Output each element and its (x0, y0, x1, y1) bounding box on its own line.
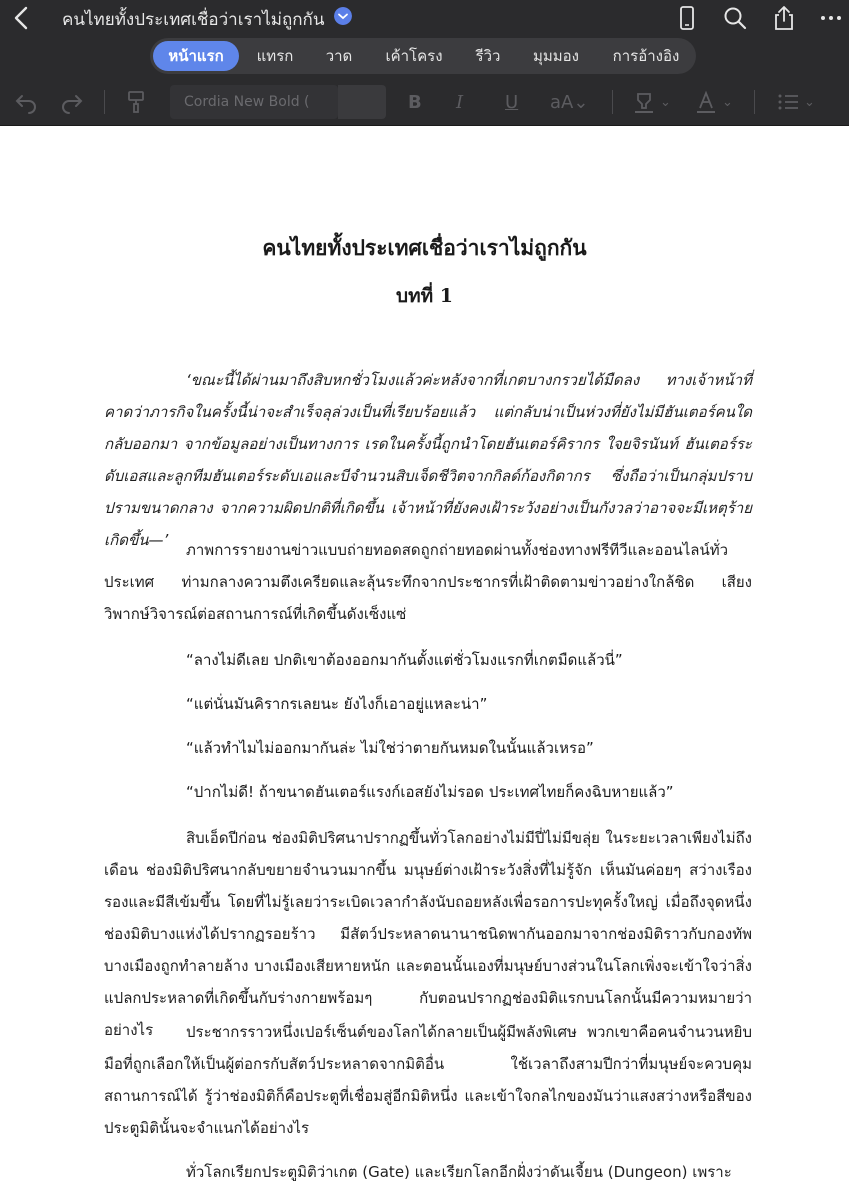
toolbar-divider (754, 90, 755, 114)
tab-view[interactable]: มุมมอง (533, 47, 579, 65)
search-icon[interactable] (722, 5, 748, 31)
quote-line: “ลางไม่ดีเลย ปกติเขาต้องออกมากันตั้งแต่ชั่วโมงแรกที่เกตมืดแล้วนี่” (186, 651, 623, 669)
list-chevron-icon[interactable]: ⌄ (804, 95, 815, 110)
tab-home[interactable]: หน้าแรก (153, 41, 239, 71)
tab-review[interactable]: รีวิว (475, 47, 501, 65)
font-name-field[interactable]: Cordia New Bold ( (170, 85, 338, 119)
title-dropdown-chevron-icon[interactable] (334, 7, 352, 25)
undo-icon[interactable] (14, 90, 38, 114)
quote-line: “แต่นั่นมันคิรากรเลยนะ ยังไงก็เอาอยู่แหละน่า” (186, 695, 488, 713)
ribbon-tabs (150, 38, 696, 74)
share-icon[interactable] (771, 5, 797, 31)
app-header (0, 0, 849, 126)
news-report-paragraph: ‘ขณะนี้ได้ผ่านมาถึงสิบหกชั่วโมงแล้วค่ะหลังจากที่เกตบางกรวยได้มืดลง ทางเจ้าหน้าที่คาดว่าภารกิจในครั้งนี้น่าจะสำเร็จลุล่วงเป็นที่เรียบร้อยแล้ว แต่กลับน่าเป็นห่วงที่ยังไม่มีฮันเตอร์คนใดกลับออกมา จากข้อมูลอย่างเป็นทางการ เรดในครั้งนี้ถูกนำโดยฮันเตอร์คิรากร ใจยจิรนันท์ ฮันเตอร์ระดับเอสและลูกทีมฮันเตอร์ระดับเอและบีจำนวนสิบเจ็ดชีวิตจากกิลด์ก้องกิดากร ซึ่งถือว่าเป็นกลุ่มปราบปรามขนาดกลาง จากความผิดปกติที่เกิดขึ้น เจ้าหน้าที่ยังคงเฝ้าระวังอย่างเป็นกังวลว่าอาจจะมีเหตุร้ายเกิดขึ้น—’ (104, 371, 752, 549)
back-chevron-icon[interactable] (10, 4, 34, 32)
underline-icon[interactable]: U (505, 92, 519, 113)
body-paragraph: ทั่วโลกเรียกประตูมิติว่าเกต (Gate) และเรียกโลกอีกฝั่งว่าดันเจี้ยน (Dungeon) เพราะ (186, 1163, 732, 1181)
phone-view-icon[interactable] (674, 5, 700, 31)
format-painter-icon[interactable] (124, 90, 148, 114)
toolbar-divider (104, 90, 105, 114)
highlighter-chevron-icon[interactable]: ⌄ (660, 95, 671, 110)
redo-icon[interactable] (60, 90, 84, 114)
body-paragraph: ภาพการรายงานข่าวแบบถ่ายทอดสดถูกถ่ายทอดผ่านทั้งช่องทางฟรีทีวีและออนไลน์ทั่วประเทศ ท่ามกลางความตึงเครียดและลุ้นระทึกจากประชากรที่เฝ้าติดตามข่าวอย่างใกล้ชิด เสียงวิพากษ์วิจารณ์ต่อสถานการณ์ที่เกิดขึ้นดังเซ็งแซ่ (104, 541, 752, 623)
bold-icon[interactable]: B (408, 92, 422, 113)
tab-insert[interactable]: แทรก (256, 47, 294, 65)
quote-line: “แล้วทำไมไม่ออกมากันล่ะ ไม่ใช่ว่าตายกันหมดในนั้นแล้วเหรอ” (186, 739, 594, 757)
font-color-icon[interactable] (694, 90, 718, 114)
document-page[interactable] (0, 126, 849, 1200)
body-paragraph: ประชากรราวหนึ่งเปอร์เซ็นต์ของโลกได้กลายเป็นผู้มีพลังพิเศษ พวกเขาคือคนจำนวนหยิบมือที่ถูกเลือกให้เป็นผู้ต่อกรกับสัตว์ประหลาดจากมิติอื่น ใช้เวลาถึงสามปีกว่าที่มนุษย์จะควบคุมสถานการณ์ได้ รู้ว่าช่องมิติก็คือประตูที่เชื่อมสู่อีกมิติหนึ่ง และเข้าใจกลไกของมันว่าแสงสว่างหรือสีของประตูมิตินั้นจะจำแนกได้อย่างไร (104, 1023, 752, 1137)
title-bar (0, 0, 849, 36)
quote-line: “ปากไม่ดี! ถ้าขนาดฮันเตอร์แรงก์เอสยังไม่รอด ประเทศไทยก็คงฉิบหายแล้ว” (186, 783, 674, 801)
chapter-heading: บทที่ 1 (396, 285, 453, 307)
body-paragraph: สิบเอ็ดปีก่อน ช่องมิติปริศนาปรากฏขึ้นทั่วโลกอย่างไม่มีปี่ไม่มีขลุ่ย ในระยะเวลาเพียงไม่ถึงเดือน ช่องมิติปริศนากลับขยายจำนวนมากขึ้น มนุษย์ต่างเฝ้าระวังสิ่งที่ไม่รู้จัก เห็นมันค่อยๆ สว่างเรืองรองและมีสีเข้มขึ้น โดยที่ไม่รู้เลยว่าระเบิดเวลากำลังนับถอยหลังเพื่อรอการปะทุครั้งใหญ่ เมื่อถึงจุดหนึ่ง ช่องมิติบางแห่งได้ปรากฏรอยร้าว มีสัตว์ประหลาดนานาชนิดพากันออกมาจากช่องมิติราวกับกองทัพ บางเมืองถูกทำลายล้าง บางเมืองเสียหายหนัก และตอนนั้นเองที่มนุษย์บางส่วนในโลกเพิ่งจะเข้าใจว่าสิ่งแปลกประหลาดที่เกิดขึ้นกับร่างกายพร้อมๆ กับตอนปรากฏช่องมิติแรกบนโลกนั้นมีความหมายว่าอย่างไร (104, 829, 752, 1039)
document-title[interactable]: คนไทยทั้งประเทศเชื่อว่าเราไม่ถูกกัน (62, 10, 325, 30)
italic-icon[interactable]: I (456, 92, 464, 113)
bullet-list-icon[interactable] (776, 90, 800, 114)
formatting-toolbar (0, 80, 849, 124)
tab-layout[interactable]: เค้าโครง (385, 47, 443, 65)
font-size-field[interactable] (338, 85, 386, 119)
text-size-icon[interactable]: aA⌄ (550, 92, 589, 113)
tab-draw[interactable]: วาด (325, 47, 353, 65)
more-icon[interactable] (818, 5, 844, 31)
tab-references[interactable]: การอ้างอิง (612, 47, 680, 65)
toolbar-divider (612, 90, 613, 114)
highlighter-icon[interactable] (632, 90, 656, 114)
document-heading: คนไทยทั้งประเทศเชื่อว่าเราไม่ถูกกัน (262, 235, 587, 260)
font-color-chevron-icon[interactable]: ⌄ (722, 95, 733, 110)
